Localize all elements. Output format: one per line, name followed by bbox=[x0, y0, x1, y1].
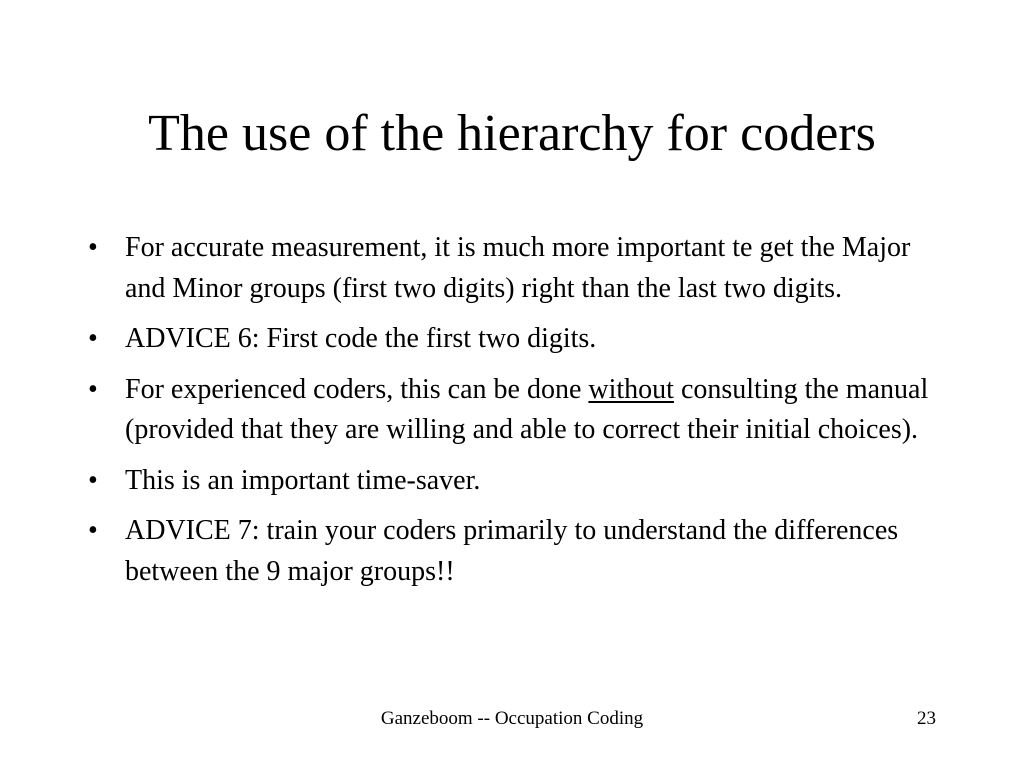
bullet-item bbox=[88, 461, 948, 502]
bullet-item bbox=[88, 319, 948, 360]
bullet-item bbox=[88, 511, 948, 592]
bullet-dot-icon: • bbox=[88, 373, 98, 405]
bullet-text-before: For experienced coders, this can be done bbox=[125, 373, 589, 405]
bullet-list bbox=[88, 228, 948, 602]
bullet-text-after: consulting the manual (provided that they are willing and able to correct their initial choices). bbox=[125, 373, 929, 445]
bullet-text-underlined: without bbox=[588, 373, 674, 405]
bullet-dot-icon: • bbox=[88, 232, 98, 263]
bullet-dot-icon: • bbox=[88, 323, 98, 354]
page-number: 23 bbox=[917, 708, 936, 729]
slide-title: The use of the hierarchy for coders bbox=[148, 105, 876, 162]
bullet-text: ADVICE 6: First code the first two digits. bbox=[125, 323, 597, 354]
bullet-text: For accurate measurement, it is much more important te get the Major and Minor groups (first two digits) right than the last two digits. bbox=[125, 232, 911, 304]
footer-text: Ganzeboom -- Occupation Coding bbox=[380, 708, 644, 729]
bullet-item bbox=[88, 228, 948, 309]
bullet-text: ADVICE 7: train your coders primarily to understand the differences between the 9 major groups!! bbox=[125, 515, 899, 587]
bullet-dot-icon: • bbox=[88, 515, 98, 546]
bullet-item bbox=[88, 370, 948, 451]
bullet-dot-icon: • bbox=[88, 464, 98, 496]
bullet-text: This is an important time-saver. bbox=[125, 464, 481, 496]
